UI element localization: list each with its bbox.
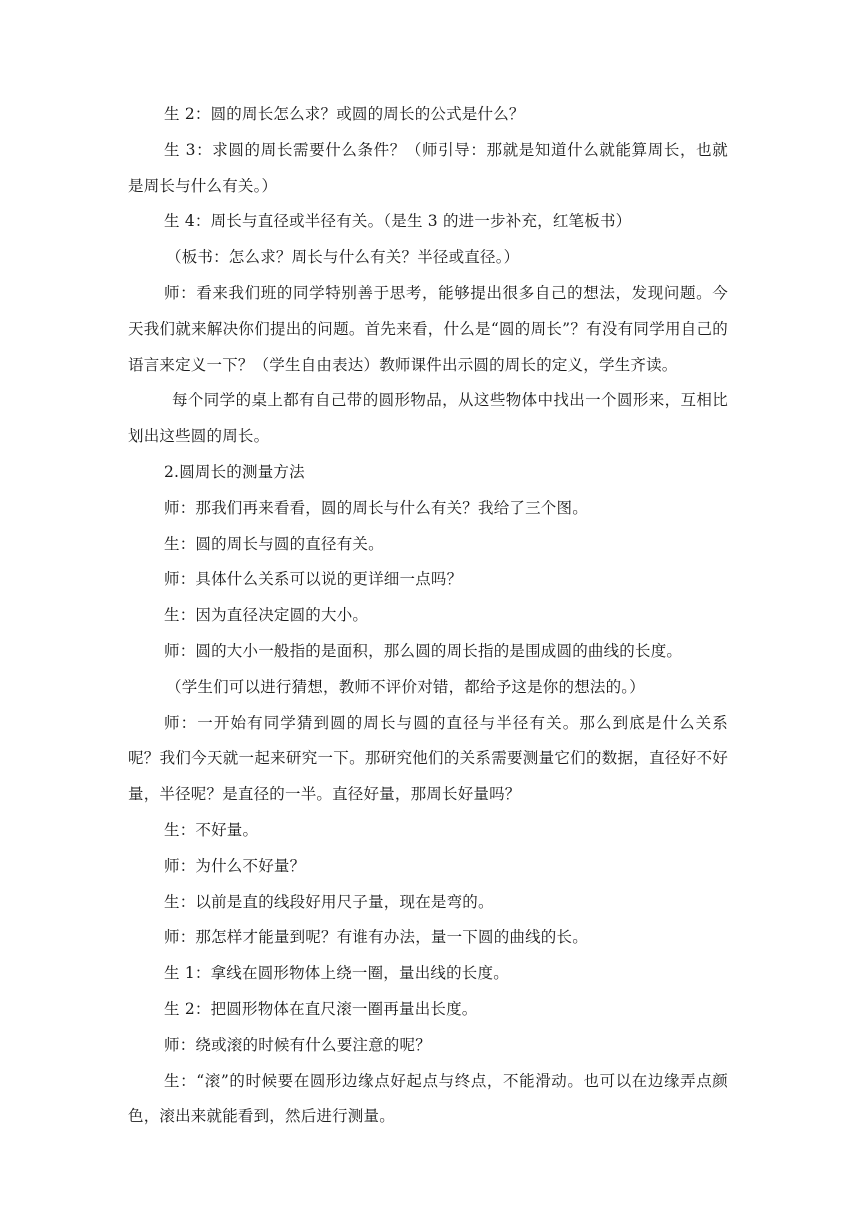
paragraph-student-4-answer: 生 4：周长与直径或半径有关。（是生 3 的进一步补充，红笔板书） [164,212,632,231]
section-heading-measurement: 2.圆周长的测量方法 [164,462,305,481]
paragraph-student-size: 生：因为直径决定圆的大小。 [164,606,369,625]
paragraph-teacher-research: 师：一开始有同学猜到圆的周长与圆的直径与半径有关。那么到底是什么关系呢？我们今天就一起来研究一下。那研究他们的关系需要测量它们的数据，直径好不好量，半径呢？是直径的一半。直径好量，那周长好量吗？ [128,713,728,804]
paragraph-classroom-activity: 每个同学的桌上都有自己带的圆形物品，从这些物体中找出一个圆形来，互相比划出这些圆的周长。 [128,391,728,446]
paragraph-teacher-intro: 师：看来我们班的同学特别善于思考，能够提出很多自己的想法，发现问题。今天我们就来解决你们提出的问题。首先来看，什么是“圆的周长”？有没有同学用自己的语言来定义一下？（学生自由表达）教师课件出示圆的周长的定义，学生齐读。 [128,283,728,374]
paragraph-student-curved: 生：以前是直的线段好用尺子量，现在是弯的。 [164,892,494,911]
paragraph-student-2-question: 生 2：圆的周长怎么求？或圆的周长的公式是什么？ [164,105,525,123]
paragraph-student-1-string: 生 1：拿线在圆形物体上绕一圈，量出线的长度。 [164,964,509,983]
paragraph-blackboard-note: （板书：怎么求？周长与什么有关？半径或直径。） [166,248,520,267]
document-body [128,97,728,1135]
paragraph-student-diameter: 生：圆的周长与圆的直径有关。 [164,534,384,553]
paragraph-student-hard: 生：不好量。 [164,820,259,839]
paragraph-teacher-three-figures: 师：那我们再来看看，圆的周长与什么有关？我给了三个图。 [164,498,588,517]
paragraph-guess-note: （学生们可以进行猜想，教师不评价对错，都给予这是你的想法的。） [166,677,645,696]
paragraph-student-2-roll: 生 2：把圆形物体在直尺滚一圈再量出长度。 [164,999,478,1018]
paragraph-teacher-area: 师：圆的大小一般指的是面积，那么圆的周长指的是围成圆的曲线的长度。 [164,641,683,660]
paragraph-teacher-caution: 师：绕或滚的时候有什么要注意的呢？ [164,1035,431,1054]
paragraph-student-roll-tips: 生：“滚”的时候要在圆形边缘点好起点与终点，不能滑动。也可以在边缘弄点颜色，滚出来就能看到，然后进行测量。 [128,1071,728,1126]
paragraph-teacher-detail: 师：具体什么关系可以说的更详细一点吗？ [164,570,463,589]
paragraph-teacher-why: 师：为什么不好量？ [164,856,306,875]
paragraph-teacher-how: 师：那怎样才能量到呢？有谁有办法，量一下圆的曲线的长。 [164,928,588,947]
paragraph-student-3-question: 生 3：求圆的周长需要什么条件？（师引导：那就是知道什么就能算周长，也就是周长与什么有关。） [128,140,728,195]
